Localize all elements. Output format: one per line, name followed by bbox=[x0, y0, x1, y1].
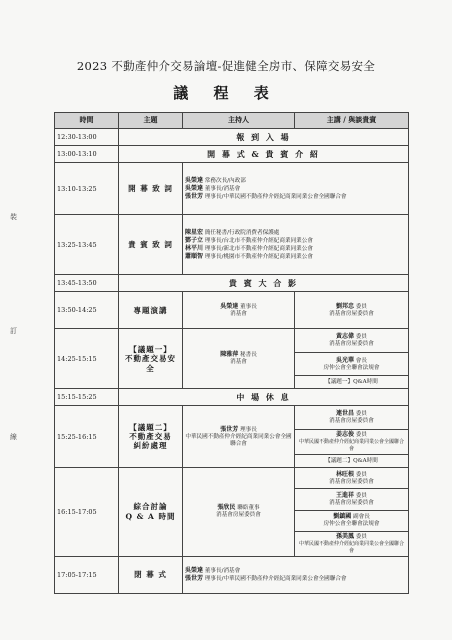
row-event: 開 幕 式 & 貴 賓 介 紹 bbox=[119, 146, 409, 163]
row-checkin bbox=[55, 128, 409, 145]
row-theme: 閉 幕 式 bbox=[119, 556, 183, 593]
host-cell: 陳雅萍 秘書長 消基會 bbox=[183, 329, 295, 389]
host-line: 鄧子立 理事長/台北市不動產仲介經紀商業同業公會 bbox=[185, 236, 313, 244]
host-line: 吳榮達 常務次長/內政部 bbox=[185, 176, 246, 184]
host-list bbox=[183, 163, 409, 215]
speaker-cell: 黃志偉 委員 消基會房屋委員會 bbox=[295, 329, 409, 352]
row-guest-speech bbox=[55, 215, 409, 275]
row-time: 15:25-16:15 bbox=[55, 406, 119, 468]
agenda-table bbox=[54, 112, 409, 594]
row-group-photo bbox=[55, 275, 409, 292]
row-theme: 開 幕 致 詞 bbox=[119, 163, 183, 215]
binding-mark-mid: 訂 bbox=[10, 327, 17, 335]
host-line: 張世芳 理事長/中華民國不動產仲介經紀商業同業公會全國聯合會 bbox=[185, 192, 347, 200]
row-closing bbox=[55, 556, 409, 593]
host-list bbox=[183, 556, 409, 593]
row-theme: 貴 賓 致 詞 bbox=[119, 215, 183, 275]
speaker-cell: 劉邦忠 委員 消基會房屋委員會 bbox=[295, 292, 409, 329]
row-time: 13:45-13:50 bbox=[55, 275, 119, 292]
row-theme: 【議題二】 不動產交易 糾紛處理 bbox=[119, 406, 183, 468]
speaker-cell: 姜志俊 委員 中華民國不動產仲介經紀商業同業公會全國聯合會 bbox=[295, 429, 409, 455]
host-cell: 張欣民 聯絡董事 消基會房屋委員會 bbox=[183, 468, 295, 556]
header-row bbox=[55, 113, 409, 129]
speaker-cell: 林旺根 委員 消基會房屋委員會 bbox=[295, 468, 409, 489]
row-theme: 【議題一】 不動產交易安全 bbox=[119, 329, 183, 389]
row-event: 中 場 休 息 bbox=[119, 389, 409, 406]
row-break bbox=[55, 389, 409, 406]
host-cell: 張世芳 理事長 中華民國不動產仲介經紀商業同業公會全國聯合會 bbox=[183, 406, 295, 468]
row-time: 13:00-13:10 bbox=[55, 146, 119, 163]
row-time: 13:10-13:25 bbox=[55, 163, 119, 215]
document-subtitle: 議 程 表 bbox=[173, 84, 279, 102]
header-time: 時間 bbox=[55, 113, 119, 129]
binding-mark-bottom: 線 bbox=[10, 433, 17, 441]
host-line: 林平川 理事長/新北市不動產仲介經紀商業同業公會 bbox=[185, 244, 313, 252]
row-topic2-a bbox=[55, 406, 409, 429]
row-time: 13:25-13:45 bbox=[55, 215, 119, 275]
speaker-cell: 連世昌 委員 消基會房屋委員會 bbox=[295, 406, 409, 429]
row-opening bbox=[55, 146, 409, 163]
row-time: 13:50-14:25 bbox=[55, 292, 119, 329]
speaker-cell: 吳光華 會長 房仲公會全聯會法規會 bbox=[295, 352, 409, 375]
row-event: 報 到 入 場 bbox=[119, 128, 409, 145]
host-line: 蕭順智 理事長/桃園市不動產仲介經紀商業同業公會 bbox=[185, 252, 313, 260]
speaker-cell: 孫美鳳 委員 中華民國不動產仲介經紀商業同業公會全國聯合會 bbox=[295, 532, 409, 556]
row-topic1-a bbox=[55, 329, 409, 352]
document-title: 2023 不動產仲介交易論壇-促進健全房市、保障交易安全 bbox=[76, 59, 376, 73]
qa-cell: 【議題二】Q&A時間 bbox=[295, 455, 409, 468]
host-cell: 吳榮達 董事長 消基會 bbox=[183, 292, 295, 329]
row-time: 12:30-13:00 bbox=[55, 128, 119, 145]
speaker-cell: 劉鎮國 副會長 房仲公會全聯會法規會 bbox=[295, 510, 409, 531]
row-event: 貴 賓 大 合 影 bbox=[119, 275, 409, 292]
row-time: 16:15-17:05 bbox=[55, 468, 119, 556]
host-line: 吳榮達 董事長/消基會 bbox=[185, 184, 241, 192]
row-keynote bbox=[55, 292, 409, 329]
row-time: 15:15-15:25 bbox=[55, 389, 119, 406]
host-list bbox=[183, 215, 409, 275]
header-host: 主持人 bbox=[183, 113, 295, 129]
header-speaker: 主講 / 與談貴賓 bbox=[295, 113, 409, 129]
speaker-cell: 王進祥 委員 消基會房屋委員會 bbox=[295, 489, 409, 510]
row-theme: 專題演講 bbox=[119, 292, 183, 329]
host-line: 張世芳 理事長/中華民國不動產仲介經紀商業同業公會全國聯合會 bbox=[185, 574, 347, 582]
binding-mark-top: 裝 bbox=[10, 213, 17, 221]
row-theme: 綜合討論 Q & A 時間 bbox=[119, 468, 183, 556]
header-theme: 主題 bbox=[119, 113, 183, 129]
host-line: 吳榮達 董事長/消基會 bbox=[185, 566, 241, 574]
host-line: 陳星宏 簡任秘書/行政院消費者保護處 bbox=[185, 228, 280, 236]
row-time: 17:05-17:15 bbox=[55, 556, 119, 593]
qa-cell: 【議題一】Q&A時間 bbox=[295, 376, 409, 389]
row-time: 14:25-15:15 bbox=[55, 329, 119, 389]
row-discussion-a bbox=[55, 468, 409, 489]
row-opening-speech bbox=[55, 163, 409, 215]
